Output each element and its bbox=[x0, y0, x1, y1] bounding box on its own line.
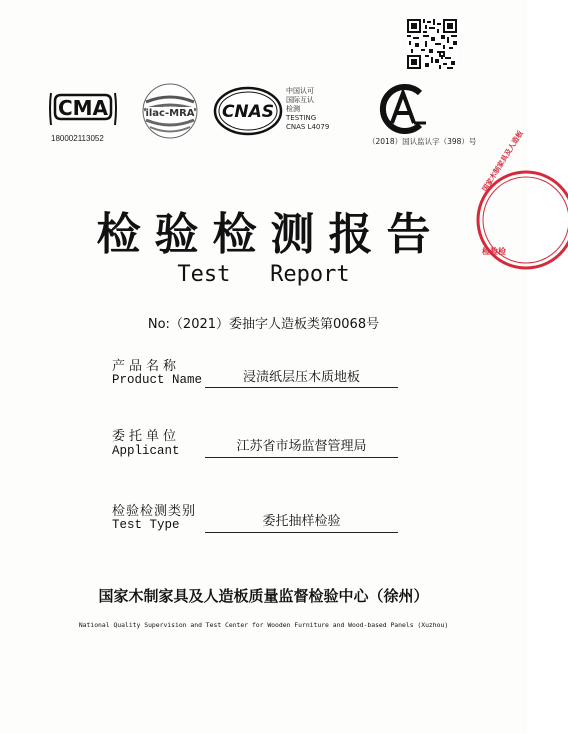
cnas-caption-line: TESTING bbox=[286, 114, 317, 122]
cnas-caption-line: CNAS L4079 bbox=[286, 123, 330, 131]
cal-number: （2018）国认监认字（398）号 bbox=[368, 137, 477, 146]
cnas-caption bbox=[286, 87, 356, 132]
applicant-label-cn: 委托单位 bbox=[112, 429, 181, 444]
report-title-cn: 检验检测报告 bbox=[96, 209, 445, 260]
cma-number: 180002113052 bbox=[51, 134, 104, 143]
svg-text:CNAS: CNAS bbox=[221, 102, 275, 122]
ilac-mra-icon bbox=[138, 82, 202, 140]
cnas-caption-line: 国际互认 bbox=[286, 96, 314, 104]
svg-text:CMA: CMA bbox=[57, 96, 109, 120]
report-title-en: Test Report bbox=[177, 262, 350, 287]
product-name-value: 浸渍纸层压木质地板 bbox=[242, 370, 360, 385]
product-name-label-en: Product Name bbox=[112, 373, 203, 387]
cnas-logo bbox=[213, 86, 283, 136]
svg-text:CAL: CAL bbox=[370, 83, 372, 84]
test-type-label-en: Test Type bbox=[112, 518, 180, 532]
product-name-underline bbox=[205, 387, 398, 388]
cal-icon bbox=[370, 83, 436, 135]
cma-logo bbox=[47, 89, 119, 133]
cal-logo bbox=[370, 83, 436, 135]
test-type-underline bbox=[205, 532, 398, 533]
cnas-caption-line: 检测 bbox=[286, 105, 300, 113]
applicant-underline bbox=[205, 457, 398, 458]
cnas-caption-line: 中国认可 bbox=[286, 87, 314, 95]
svg-text:ilac-MRA: ilac-MRA bbox=[145, 108, 195, 119]
ilac-mra-logo bbox=[138, 82, 202, 140]
report-number: No:（2021）委抽字人造板类第0068号 bbox=[147, 317, 380, 332]
product-name-label-cn: 产品名称 bbox=[112, 359, 181, 374]
test-type-value: 委托抽样检验 bbox=[262, 514, 341, 529]
institution-name-en: National Quality Supervision and Test Center for Wooden Furniture and Wood-based Panels (Xuzhou) bbox=[78, 621, 449, 629]
qr-code-icon bbox=[407, 19, 457, 69]
test-type-label-cn: 检验检测类别 bbox=[112, 504, 197, 519]
svg-text:国家木制家具及人造板: 国家木制家具及人造板 bbox=[480, 129, 525, 194]
institution-name-cn: 国家木制家具及人造板质量监督检验中心（徐州） bbox=[98, 587, 429, 605]
applicant-label-en: Applicant bbox=[112, 444, 180, 458]
cma-icon bbox=[47, 89, 119, 133]
svg-text:检验检: 检验检 bbox=[482, 247, 506, 256]
cnas-icon bbox=[213, 86, 283, 136]
applicant-value: 江苏省市场监督管理局 bbox=[236, 439, 367, 454]
